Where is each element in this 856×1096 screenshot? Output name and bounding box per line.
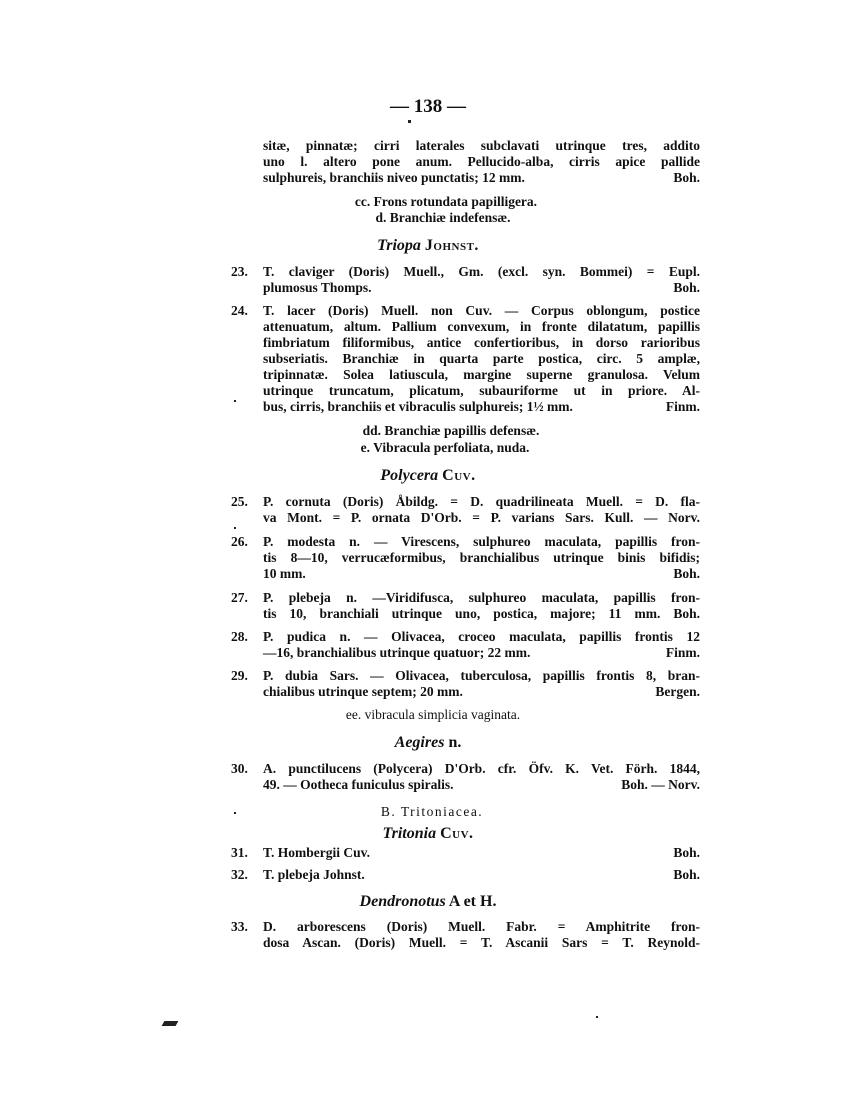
genus-heading-triopa: Triopa Johnst.: [377, 237, 479, 254]
entry-number: 26.: [231, 534, 248, 549]
print-speck: [234, 812, 236, 814]
entry-number: 29.: [231, 668, 248, 683]
key-heading-cc: cc. Frons rotundata papilligera.: [354, 194, 538, 209]
entry-number: 33.: [231, 919, 248, 934]
text-line: —16, branchialibus utrinque quatuor; 22 mm. Finm.: [263, 645, 700, 660]
text-line: tis 10, branchiali utrinque uno, postica, majore; 11 mm. Boh.: [263, 606, 700, 621]
text-line: tis 8—10, verrucæformibus, branchialibus utrinque binis bifidis;: [263, 550, 700, 565]
text-line: P. dubia Sars. — Olivacea, tuberculosa, papillis frontis 8, bran-: [263, 668, 700, 683]
text-line: utrinque truncatum, plicatum, subauriforme ut in priore. Al-: [263, 383, 700, 398]
entry-number: 31.: [231, 845, 248, 860]
text-line: T. lacer (Doris) Muell. non Cuv. — Corpus oblongum, postice: [263, 303, 700, 318]
entry-number: 27.: [231, 590, 248, 605]
entry-33: [263, 919, 700, 951]
text-line: sitæ, pinnatæ; cirri laterales subclavati utrinque tres, addito: [263, 138, 700, 153]
text-line: P. cornuta (Doris) Åbildg. = D. quadrilineata Muell. = D. fla-: [263, 494, 700, 509]
entry-23: [263, 264, 700, 296]
text-line: P. modesta n. — Virescens, sulphureo maculata, papillis fron-: [263, 534, 700, 549]
text-line: sulphureis, branchiis niveo punctatis; 12 mm. Boh.: [263, 170, 700, 185]
text-line: chialibus utrinque septem; 20 mm. Bergen.: [263, 684, 700, 699]
section-heading-tritoniacea: B. Tritoniacea.: [380, 804, 484, 819]
key-heading-ee: ee. vibracula simplicia vaginata.: [345, 707, 521, 722]
key-heading-d: d. Branchiæ indefensæ.: [375, 210, 511, 225]
text-line: D. arborescens (Doris) Muell. Fabr. = Amphitrite fron-: [263, 919, 700, 934]
text-line: dosa Ascan. (Doris) Muell. = T. Ascanii Sars = T. Reynold-: [263, 935, 700, 950]
entry-29: [263, 668, 700, 700]
entry-25: [263, 494, 700, 526]
entry-26: [263, 534, 700, 582]
text-line: T. plebeja Johnst. Boh.: [263, 867, 700, 882]
text-line: subseriatis. Branchiæ in quarta parte postica, circ. 5 amplæ,: [263, 351, 700, 366]
genus-heading-polycera: Polycera Cuv.: [380, 467, 476, 484]
entry-32: [263, 867, 700, 883]
text-line: 49. — Ootheca funiculus spiralis. Boh. — Norv.: [263, 777, 700, 792]
print-speck: [408, 120, 411, 123]
page-number: — 138 —: [390, 96, 466, 117]
text-line: tripinnatæ. Solea latiuscula, margine superne granulosa. Velum: [263, 367, 700, 382]
key-heading-e: e. Vibracula perfoliata, nuda.: [360, 440, 530, 455]
text-line: P. plebeja n. —Viridifusca, sulphureo maculata, papillis fron-: [263, 590, 700, 605]
text-line: 10 mm. Boh.: [263, 566, 700, 581]
genus-heading-dendronotus: Dendronotus A et H.: [359, 893, 497, 910]
text-line: P. pudica n. — Olivacea, croceo maculata, papillis frontis 12: [263, 629, 700, 644]
entry-number: 24.: [231, 303, 248, 318]
print-speck: [596, 1016, 598, 1018]
text-line: A. punctilucens (Polycera) D'Orb. cfr. Öfv. K. Vet. Förh. 1844,: [263, 761, 700, 776]
text-line: T. claviger (Doris) Muell., Gm. (excl. syn. Bommei) = Eupl.: [263, 264, 700, 279]
entry-number: 25.: [231, 494, 248, 509]
text-line: T. Hombergii Cuv. Boh.: [263, 845, 700, 860]
entry-number: 28.: [231, 629, 248, 644]
intro-paragraph: [263, 138, 700, 186]
text-line: bus, cirris, branchiis et vibraculis sulphureis; 1½ mm. Finm.: [263, 399, 700, 414]
genus-heading-tritonia: Tritonia Cuv.: [382, 825, 474, 842]
ink-smudge: [162, 1021, 179, 1026]
key-heading-dd: dd. Branchiæ papillis defensæ.: [362, 423, 540, 438]
text-line: va Mont. = P. ornata D'Orb. = P. varians Sars. Kull. — Norv.: [263, 510, 700, 525]
entry-number: 30.: [231, 761, 248, 776]
entry-31: [263, 845, 700, 861]
entry-28: [263, 629, 700, 661]
entry-number: 32.: [231, 867, 248, 882]
text-line: fimbriatum filiformibus, antice confertioribus, in dorso rarioribus: [263, 335, 700, 350]
entry-27: [263, 590, 700, 622]
print-speck: [234, 527, 236, 529]
entry-24: [263, 303, 700, 415]
text-line: uno l. altero pone anum. Pellucido-alba, cirris apice pallide: [263, 154, 700, 169]
print-speck: [234, 400, 236, 402]
text-line: plumosus Thomps. Boh.: [263, 280, 700, 295]
entry-30: [263, 761, 700, 793]
entry-number: 23.: [231, 264, 248, 279]
genus-heading-aegires: Aegires n.: [394, 734, 462, 751]
text-line: attenuatum, altum. Pallium convexum, in fronte dilatatum, papillis: [263, 319, 700, 334]
